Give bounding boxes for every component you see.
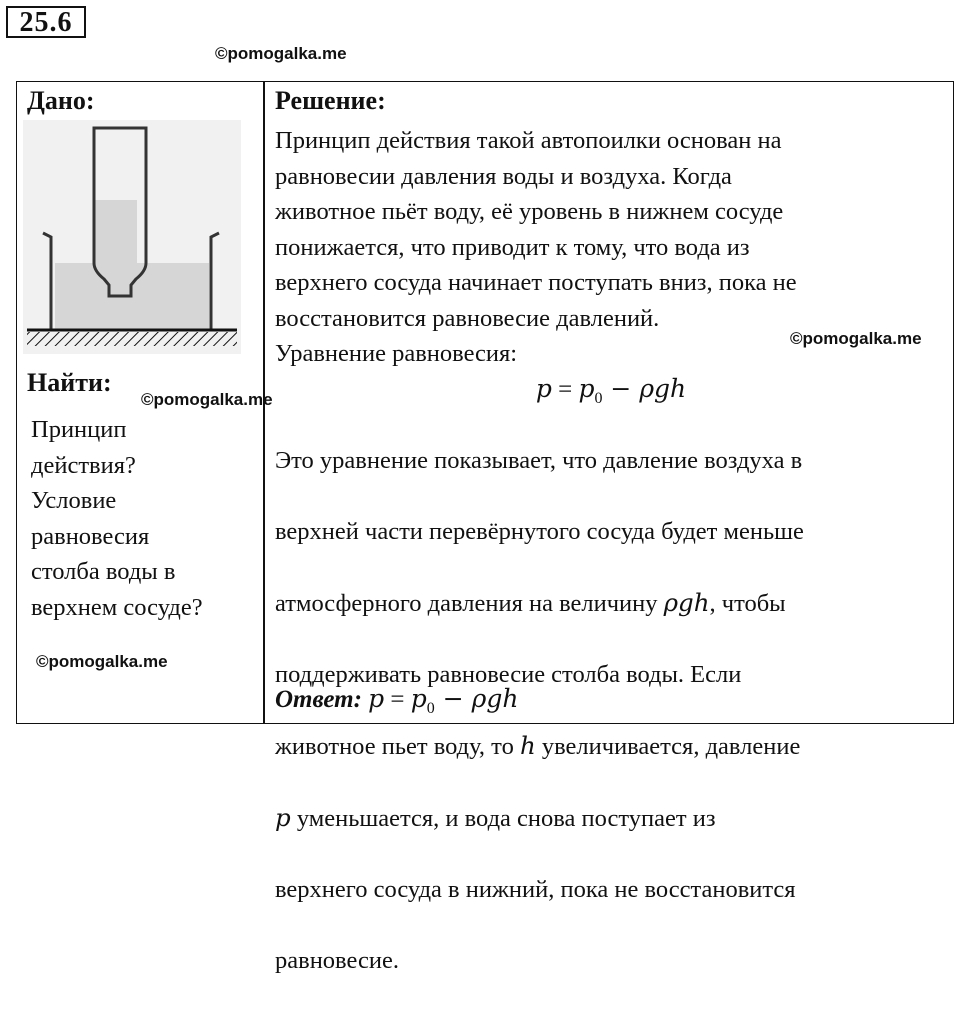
watermark: ©pomogalka.me [215,44,347,63]
equilibrium-equation: $p = p_0 - \rho gh$ [535,374,687,407]
given-heading: Дано: [27,86,95,115]
watermark: ©pomogalka.me [790,329,922,348]
answer: Ответ: $p = p_0 - \rho gh$ [275,684,519,717]
answer-label: Ответ: [275,686,362,713]
solution-paragraph-2: Это уравнение показывает, что давление воздуха в верхней части перевёрнутого сосуда будет меньше атмосферного давления на величину ρgh, чтобы поддерживать равновесие столба воды. Если животное пьет воду, то h увеличивается, давление p уменьшается, и вода снова поступает из верхнего сосуда в нижний, пока не восстановится равновесие. [275,446,804,974]
solution-paragraph-1: Принцип действия такой автопоилки основан на равновесии давления воды и воздуха. Когда животное пьёт воду, её уровень в нижнем сосуде понижается, что приводит к тому, что вода из верхнего сосуда начинает поступать вниз, пока не восстановится равновесие давлений. Уравнение равновесия: [275,127,797,367]
watermark: ©pomogalka.me [36,652,168,671]
find-heading: Найти: [27,368,112,397]
solution-heading: Решение: [275,86,386,115]
find-text: Принцип действия? Условие равновесия столба воды в верхнем сосуде? [31,416,203,621]
problem-number: 25.6 [6,6,86,38]
waterer-figure [23,120,241,354]
watermark: ©pomogalka.me [141,390,273,409]
